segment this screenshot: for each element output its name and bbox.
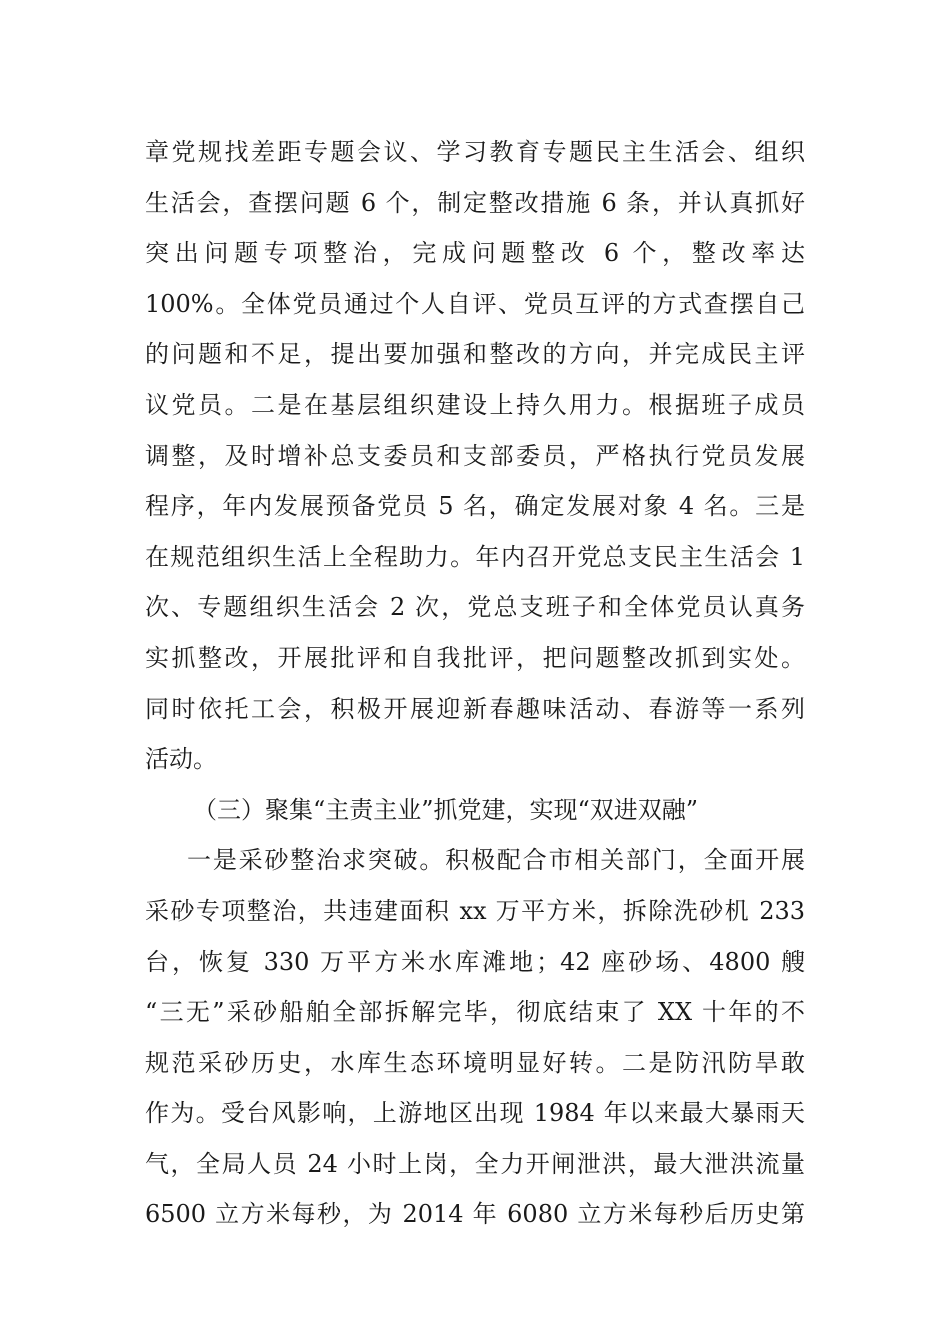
document-body: [145, 127, 805, 1240]
paragraph-line: 一是采砂整治求突破。积极配合市相关部门，全面开展: [187, 846, 805, 875]
section-heading: （三）聚集“主责主业”抓党建，实现“双进双融”: [193, 795, 699, 824]
paragraph-line: 调整，及时增补总支委员和支部委员，严格执行党员发展: [145, 441, 805, 470]
paragraph-line: 气，全局人员 24 小时上岗，全力开闸泄洪，最大泄洪流量: [145, 1149, 805, 1178]
paragraph-line: 生活会，查摆问题 6 个，制定整改措施 6 条，并认真抓好: [145, 188, 805, 217]
paragraph-line: 作为。受台风影响，上游地区出现 1984 年以来最大暴雨天: [145, 1099, 805, 1128]
paragraph-line: 的问题和不足，提出要加强和整改的方向，并完成民主评: [145, 340, 805, 369]
paragraph-line: 突出问题专项整治，完成问题整改 6 个，整改率达: [145, 239, 805, 268]
paragraph-line: 次、专题组织生活会 2 次，党总支班子和全体党员认真务: [145, 593, 805, 622]
paragraph-line: 在规范组织生活上全程助力。年内召开党总支民主生活会 1: [145, 542, 805, 571]
paragraph-line: 台，恢复 330 万平方米水库滩地；42 座砂场、4800 艘: [145, 947, 805, 976]
paragraph-line: 采砂专项整治，共违建面积 xx 万平方米，拆除洗砂机 233: [145, 896, 805, 925]
paragraph-line: 实抓整改，开展批评和自我批评，把问题整改抓到实处。: [145, 643, 805, 672]
paragraph-line: 6500 立方米每秒，为 2014 年 6080 立方米每秒后历史第: [145, 1200, 805, 1229]
paragraph-line: 规范采砂历史，水库生态环境明显好转。二是防汛防旱敢: [145, 1048, 805, 1077]
paragraph-line: 同时依托工会，积极开展迎新春趣味活动、春游等一系列: [145, 694, 805, 723]
paragraph-line: 章党规找差距专题会议、学习教育专题民主生活会、组织: [145, 138, 805, 166]
paragraph-line: 100%。全体党员通过个人自评、党员互评的方式查摆自己: [145, 289, 805, 318]
paragraph-line: 议党员。二是在基层组织建设上持久用力。根据班子成员: [145, 390, 805, 419]
paragraph-line: “三无”采砂船舶全部拆解完毕，彻底结束了 XX 十年的不: [145, 998, 805, 1027]
paragraph-line: 活动。: [145, 745, 217, 774]
paragraph-line: 程序，年内发展预备党员 5 名，确定发展对象 4 名。三是: [145, 492, 805, 521]
